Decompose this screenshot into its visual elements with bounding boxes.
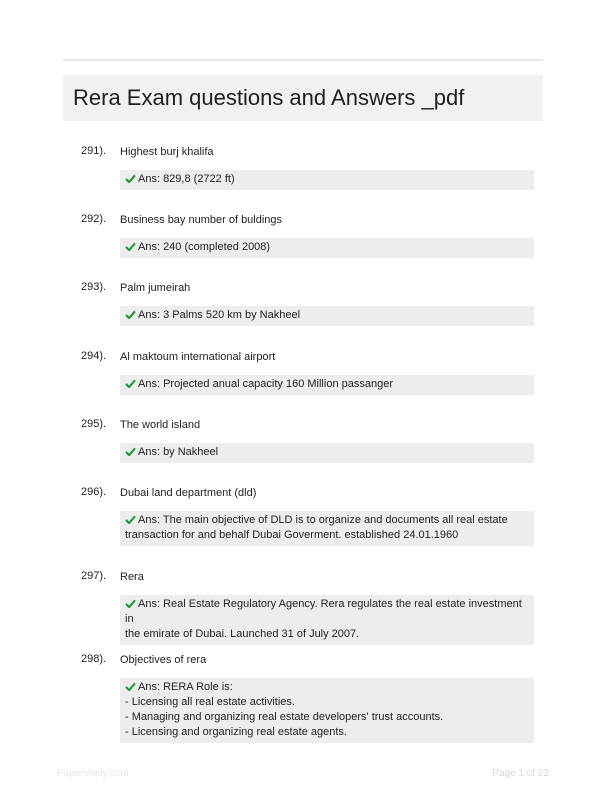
answer-line: Ans: 240 (completed 2008) [138, 241, 271, 253]
answer-box [120, 511, 534, 546]
page-title: Rera Exam questions and Answers _pdf [73, 85, 465, 110]
answer-line: - Licensing and organizing real estate agents. [125, 726, 347, 738]
answer-box [120, 678, 534, 743]
question-text: Palm jumeirah [120, 282, 191, 294]
check-icon [125, 242, 136, 251]
answer-line: - Managing and organizing real estate developers' trust accounts. [125, 711, 444, 723]
answer-line: Ans: RERA Role is: [138, 681, 233, 693]
check-icon [125, 447, 136, 456]
answer-box [120, 443, 534, 463]
answer-line: Ans: 829,8 (2722 ft) [138, 173, 235, 185]
check-icon [125, 599, 136, 608]
title-bar [63, 75, 543, 121]
footer-site: Paperstudy.com [57, 768, 129, 779]
question-text: Objectives of rera [120, 654, 207, 666]
answer-line: Ans: Projected anual capacity 160 Million passanger [138, 378, 393, 390]
answer-box [120, 375, 534, 395]
answer-line: Ans: by Nakheel [138, 446, 219, 458]
answer-line: the emirate of Dubai. Launched 31 of July 2007. [125, 628, 360, 640]
question-number: 293). [81, 281, 107, 293]
answer-box [120, 306, 534, 326]
question-number: 298). [81, 653, 107, 665]
question-number: 292). [81, 213, 107, 225]
answer-line: - Licensing all real estate activities. [125, 696, 295, 708]
check-icon [125, 379, 136, 388]
question-text: Dubai land department (dld) [120, 487, 257, 499]
answer-box [120, 170, 534, 190]
check-icon [125, 682, 136, 691]
check-icon [125, 515, 136, 524]
answer-line: Ans: Real Estate Regulatory Agency. Rera regulates the real estate investment in [125, 598, 522, 625]
check-icon [125, 174, 136, 183]
answer-line: Ans: 3 Palms 520 km by Nakheel [138, 309, 301, 321]
footer-page-number: Page 1 of 22 [492, 768, 549, 779]
question-number: 291). [81, 145, 107, 157]
answer-line: transaction for and behalf Dubai Goverment. established 24.01.1960 [125, 529, 459, 541]
answer-box [120, 595, 534, 645]
question-text: Business bay number of buldings [120, 214, 283, 226]
question-number: 294). [81, 350, 107, 362]
answer-box [120, 238, 534, 258]
question-text: Highest burj khalifa [120, 146, 214, 158]
question-text: Al maktoum international airport [120, 351, 276, 363]
top-divider [63, 59, 543, 61]
question-text: Rera [120, 571, 144, 583]
question-number: 297). [81, 570, 107, 582]
question-text: The world island [120, 419, 201, 431]
question-number: 296). [81, 486, 107, 498]
question-number: 295). [81, 418, 107, 430]
answer-line: Ans: The main objective of DLD is to organize and documents all real estate [138, 514, 508, 526]
check-icon [125, 310, 136, 319]
